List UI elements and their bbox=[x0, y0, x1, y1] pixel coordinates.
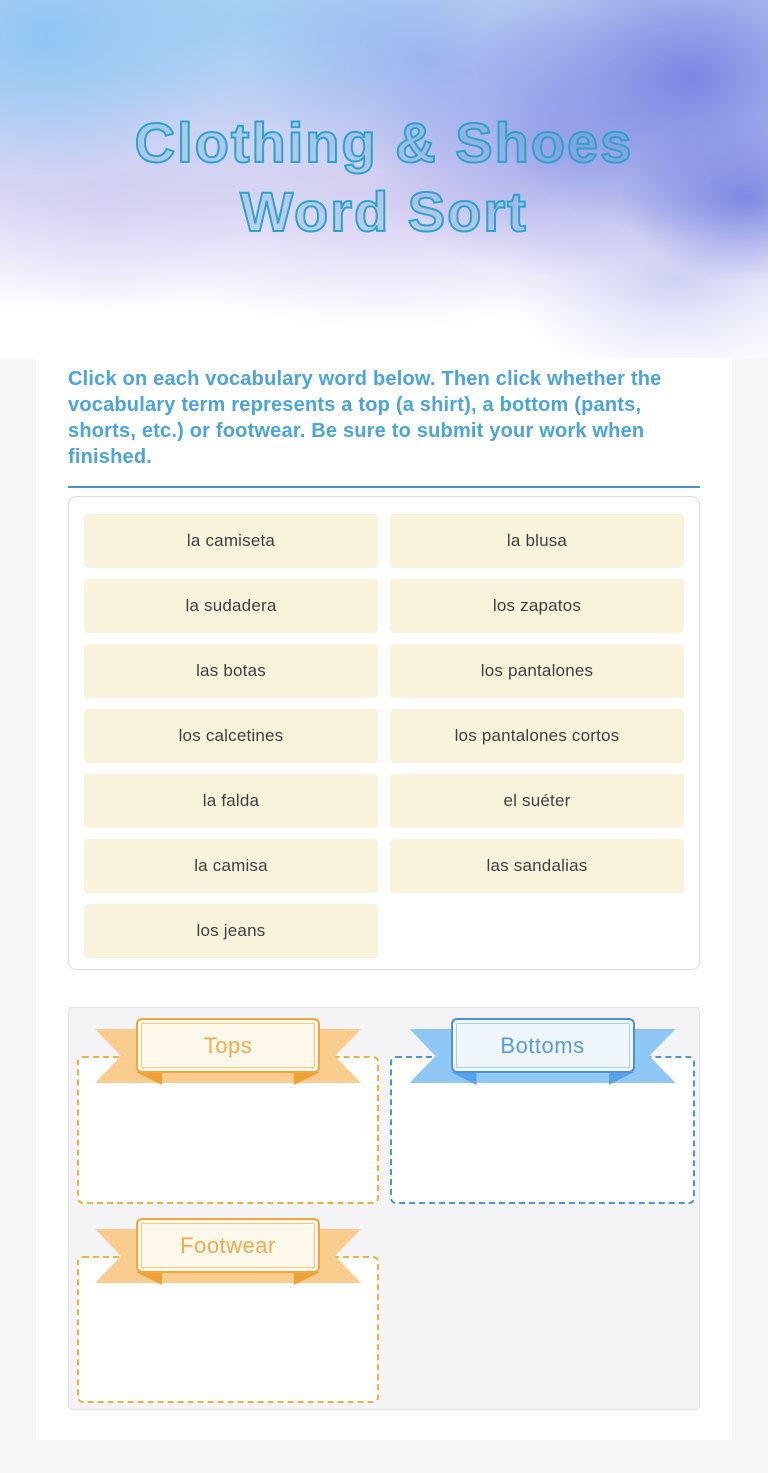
word-chip[interactable]: el suéter bbox=[390, 774, 684, 828]
worksheet-card bbox=[36, 358, 732, 1440]
word-chip[interactable]: la camiseta bbox=[84, 514, 378, 568]
word-chip[interactable]: la camisa bbox=[84, 839, 378, 893]
tops-category-button[interactable] bbox=[95, 1018, 361, 1085]
word-bank bbox=[68, 496, 700, 970]
footwear-category-button[interactable] bbox=[95, 1218, 361, 1285]
bottoms-category-button[interactable] bbox=[410, 1018, 676, 1085]
sort-area bbox=[68, 1007, 700, 1410]
word-chip[interactable]: la falda bbox=[84, 774, 378, 828]
worksheet-title bbox=[0, 108, 768, 246]
word-chip[interactable]: los pantalones cortos bbox=[390, 709, 684, 763]
bottoms-label: Bottoms bbox=[451, 1018, 635, 1073]
word-chip[interactable]: la blusa bbox=[390, 514, 684, 568]
word-chip[interactable]: los zapatos bbox=[390, 579, 684, 633]
word-chip[interactable]: las botas bbox=[84, 644, 378, 698]
word-bank-grid bbox=[84, 514, 684, 958]
word-chip[interactable]: los calcetines bbox=[84, 709, 378, 763]
sort-row-2 bbox=[77, 1218, 691, 1403]
sort-group-footwear bbox=[77, 1218, 379, 1403]
sort-group-tops bbox=[77, 1018, 379, 1204]
word-chip[interactable]: los jeans bbox=[84, 904, 378, 958]
instructions-text: Click on each vocabulary word below. Then click whether the vocabulary term represents a top (a shirt), a bottom (pants, shorts, etc.) or footwear. Be sure to submit your work when finished. bbox=[68, 368, 662, 468]
title-line-1: Clothing & Shoes bbox=[134, 111, 634, 174]
word-chip[interactable]: las sandalias bbox=[390, 839, 684, 893]
title-line-2: Word Sort bbox=[240, 180, 528, 243]
footwear-label: Footwear bbox=[136, 1218, 320, 1273]
word-chip[interactable]: los pantalones bbox=[390, 644, 684, 698]
sort-row-1 bbox=[77, 1018, 691, 1204]
word-chip[interactable]: la sudadera bbox=[84, 579, 378, 633]
tops-label: Tops bbox=[136, 1018, 320, 1073]
header-watercolor bbox=[0, 0, 768, 358]
section-divider bbox=[68, 486, 700, 488]
sort-group-bottoms bbox=[390, 1018, 695, 1204]
